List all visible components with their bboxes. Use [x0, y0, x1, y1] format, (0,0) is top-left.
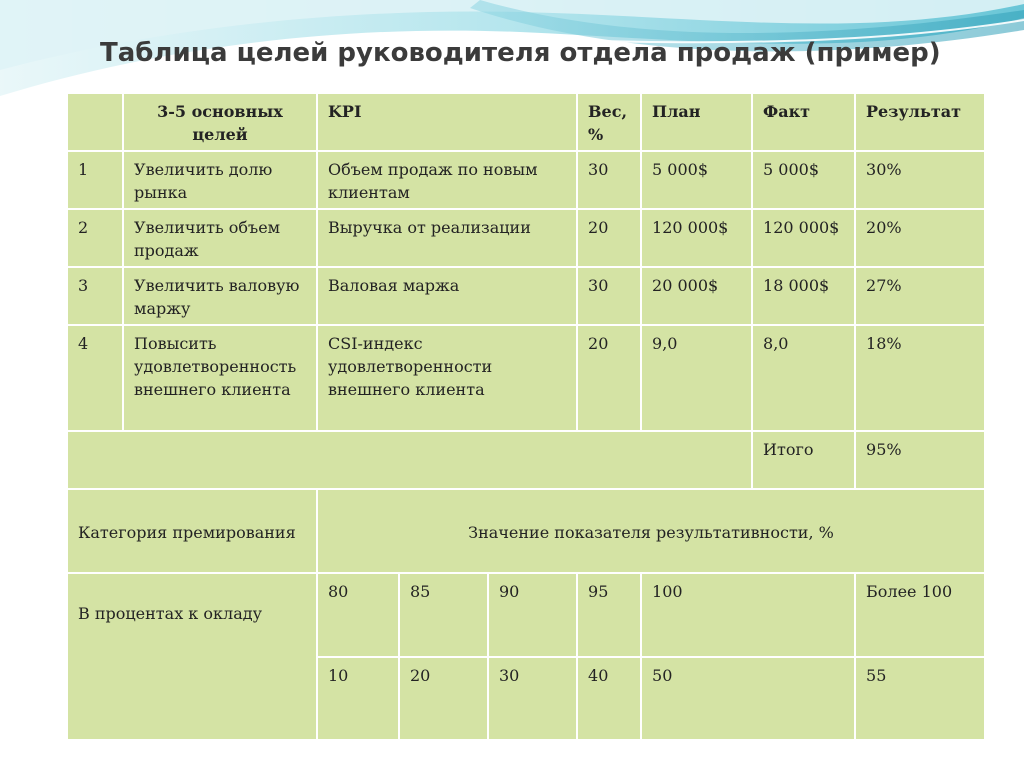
kpi-cell: Выручка от реализации: [317, 209, 577, 267]
bonus-category-label: Категория премирования: [67, 489, 317, 573]
bonus-percent-cell: 55: [855, 657, 985, 740]
bonus-percent-cell: 40: [577, 657, 641, 740]
threshold-cell: Более 100: [855, 573, 985, 657]
plan-cell: 20 000$: [641, 267, 752, 325]
fact-cell: 8,0: [752, 325, 855, 431]
bonus-percent-cell: 30: [488, 657, 577, 740]
bonus-header-row: [67, 489, 985, 573]
table-row: [67, 267, 985, 325]
bonus-value-label: Значение показателя результативности, %: [317, 489, 985, 573]
kpi-cell: CSI-индекс удовлетворенности внешнего клиента: [317, 325, 577, 431]
result-cell: 27%: [855, 267, 985, 325]
header-cell-number: [67, 93, 123, 151]
row-number-cell: 3: [67, 267, 123, 325]
sales-goals-table: [66, 92, 986, 741]
kpi-cell: Объем продаж по новым клиентам: [317, 151, 577, 209]
threshold-cell: 80: [317, 573, 399, 657]
total-row: [67, 431, 985, 489]
header-cell-result: Результат: [855, 93, 985, 151]
slide-title: Таблица целей руководителя отдела продаж (пример): [100, 38, 941, 68]
weight-cell: 30: [577, 151, 641, 209]
total-value-cell: 95%: [855, 431, 985, 489]
weight-cell: 20: [577, 325, 641, 431]
header-cell-plan: План: [641, 93, 752, 151]
result-cell: 20%: [855, 209, 985, 267]
bonus-percent-cell: 20: [399, 657, 488, 740]
threshold-cell: 90: [488, 573, 577, 657]
bonus-percent-cell: 10: [317, 657, 399, 740]
plan-cell: 5 000$: [641, 151, 752, 209]
header-cell-weight: Вес, %: [577, 93, 641, 151]
table-header-row: [67, 93, 985, 151]
row-number-cell: 4: [67, 325, 123, 431]
weight-cell: 20: [577, 209, 641, 267]
threshold-cell: 95: [577, 573, 641, 657]
fact-cell: 120 000$: [752, 209, 855, 267]
goal-cell: Повысить удовлетворенность внешнего клиента: [123, 325, 317, 431]
fact-cell: 18 000$: [752, 267, 855, 325]
salary-percent-label: В процентах к окладу: [67, 573, 317, 740]
table-row: [67, 209, 985, 267]
plan-cell: 120 000$: [641, 209, 752, 267]
header-cell-kpi: KPI: [317, 93, 577, 151]
result-cell: 18%: [855, 325, 985, 431]
fact-cell: 5 000$: [752, 151, 855, 209]
goal-cell: Увеличить долю рынка: [123, 151, 317, 209]
total-empty-cell: [67, 431, 752, 489]
result-cell: 30%: [855, 151, 985, 209]
threshold-cell: 100: [641, 573, 855, 657]
table-row: [67, 151, 985, 209]
goal-cell: Увеличить валовую маржу: [123, 267, 317, 325]
bonus-percent-cell: 50: [641, 657, 855, 740]
bonus-threshold-row: [67, 573, 985, 657]
goal-cell: Увеличить объем продаж: [123, 209, 317, 267]
header-cell-goals: 3-5 основных целей: [123, 93, 317, 151]
header-cell-fact: Факт: [752, 93, 855, 151]
total-label-cell: Итого: [752, 431, 855, 489]
plan-cell: 9,0: [641, 325, 752, 431]
threshold-cell: 85: [399, 573, 488, 657]
weight-cell: 30: [577, 267, 641, 325]
row-number-cell: 1: [67, 151, 123, 209]
kpi-cell: Валовая маржа: [317, 267, 577, 325]
table-row: [67, 325, 985, 431]
row-number-cell: 2: [67, 209, 123, 267]
